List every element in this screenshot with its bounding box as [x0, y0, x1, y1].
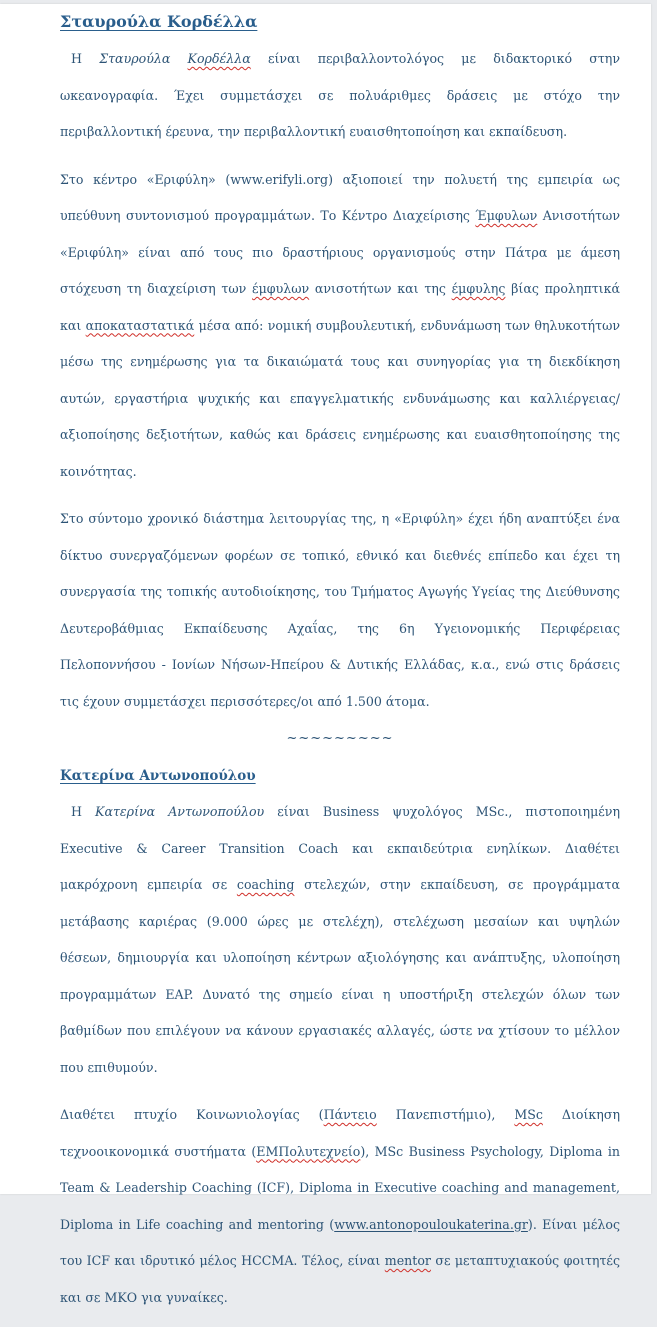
- document-page: [0, 4, 651, 1305]
- text-run: σε μεταπτυχιακούς φοιτητές και σε ΜΚΟ για γυναίκες.: [60, 1253, 620, 1305]
- text-run: μέσα από: νομική συμβουλευτική, ενδυνάμωση των θηλυκοτήτων μέσω της ενημέρωσης για τα δικαιώματά τους και συνηγορίας για τη διεκδίκηση αυτών, εργαστήρια ψυχικής και επαγγελματικής ενδυνάμωσης και καλλιέργειας/αξιοποίησης δεξιοτήτων, καθώς και δράσεις ενημέρωσης και ευαισθητοποίησης της κοινότητας.: [60, 317, 620, 479]
- text-run: Διαθέτει πτυχίο Κοινωνιολογίας (: [60, 1107, 324, 1122]
- spellcheck-word: ΕΜΠολυτεχνείο: [256, 1143, 361, 1159]
- text-run: στελεχών, στην εκπαίδευση, σε προγράμματα μετάβασης καριέρας (9.000 ώρες με στελέχη), στελέχωση μεσαίων και υψηλών θέσεων, δημιουργία και υλοποίηση κέντρων αξιολόγησης και ανάπτυξης, υλοποίηση προγραμμάτων EAP. Δυνατό της σημείο είναι η υποστήριξη στελεχών όλων των βαθμίδων που επιλέγουν να κάνουν εργασιακές αλλαγές, ώστε να χτίσουν το μέλλον που επιθυμούν.: [60, 877, 621, 1075]
- text-run: ), MSc Business Psychology, Diploma in Team & Leadership Coaching (ICF), Diploma in Executive coaching and management, Diploma in Life coaching and mentoring (: [60, 1143, 620, 1232]
- person-name: Κατερίνα Αντωνοπούλου: [95, 804, 265, 819]
- text-run: βίας προληπτικά και: [60, 281, 620, 333]
- spellcheck-word: MSc: [514, 1107, 543, 1122]
- text-run: Πανεπιστήμιο),: [376, 1107, 515, 1122]
- text-run: Η: [71, 51, 100, 66]
- text-run: Στο κέντρο «Εριφύλη» (www.erifyli.org) αξιοποιεί την πολυετή της εμπειρία ως υπεύθυνη συντονισμού προγραμμάτων. Το Κέντρο Διαχείρισης: [60, 171, 620, 223]
- spellcheck-word: mentor: [384, 1253, 431, 1268]
- text-run: ). Είναι μέλος του ICF και ιδρυτικό μέλος HCCMA. Τέλος, είναι: [60, 1216, 620, 1268]
- text-run: Ανισοτήτων «Εριφύλη» είναι από τους πιο δραστήριους οργανισμούς στην Πάτρα με άμεση στόχευση τη διαχείριση των: [60, 208, 620, 296]
- section-heading-antonopoulou: Κατερίνα Αντωνοπούλου: [60, 768, 256, 784]
- paragraph: [60, 41, 620, 151]
- spellcheck-word: έμφυλης: [451, 281, 506, 296]
- text-run: Διοίκηση τεχνοοικονομικά συστήματα (: [60, 1107, 620, 1159]
- paragraph: [60, 162, 620, 491]
- text-run: είναι Business ψυχολόγος MSc., πιστοποιημένη Executive & Career Transition Coach και εκπαιδεύτρια ενηλίκων. Διαθέτει μακρόχρονη εμπειρία σε: [60, 804, 620, 892]
- text-run: Η: [71, 804, 96, 819]
- spellcheck-word: αποκαταστατικά: [85, 317, 195, 333]
- section-separator: ~~~~~~~~~: [286, 731, 394, 746]
- paragraph: Στο σύντομο χρονικό διάστημα λειτουργίας της, η «Εριφύλη» έχει ήδη αναπτύξει ένα δίκτυο συνεργαζόμενων φορέων σε τοπικό, εθνικό και διεθνές επίπεδο και έχει τη συνεργασία της τοπικής αυτοδιοίκησης, του Τμήματος Αγωγής Υγείας της Διεύθυνσης Δευτεροβάθμιας Εκπαίδευσης Αχαΐας, της 6η Υγειονομικής Περιφέρειας Πελοποννήσου - Ιονίων Νήσων-Ηπείρου & Δυτικής Ελλάδας, κ.α., ενώ στις δράσεις τις έχουν συμμετάσχει περισσότερες/οι από 1.500 άτομα.: [60, 511, 620, 709]
- name-last-spellcheck: Κορδέλλα: [187, 51, 251, 66]
- text-run: ανισοτήτων και της: [309, 281, 452, 296]
- paragraph: [60, 794, 620, 1086]
- text-run: είναι περιβαλλοντολόγος με διδακτορικό στην ωκεανογραφία. Έχει συμμετάσχει σε πολυάριθμες δράσεις με στόχο την περιβαλλοντική έρευνα, την περιβαλλοντική ευαισθητοποίηση και εκπαίδευση.: [60, 51, 620, 139]
- spellcheck-word: coaching: [236, 877, 295, 892]
- document-content: [60, 12, 620, 1327]
- name-first: Σταυρούλα: [99, 51, 188, 66]
- spellcheck-word: έμφυλων: [252, 281, 310, 296]
- section-heading-kordella: Σταυρούλα Κορδέλλα: [60, 12, 258, 31]
- website-link[interactable]: www.antonopouloukaterina.gr: [334, 1216, 528, 1232]
- paragraph: [60, 1097, 620, 1316]
- spellcheck-word: Πάντειο: [323, 1107, 377, 1122]
- spellcheck-word: Έμφυλων: [475, 208, 538, 223]
